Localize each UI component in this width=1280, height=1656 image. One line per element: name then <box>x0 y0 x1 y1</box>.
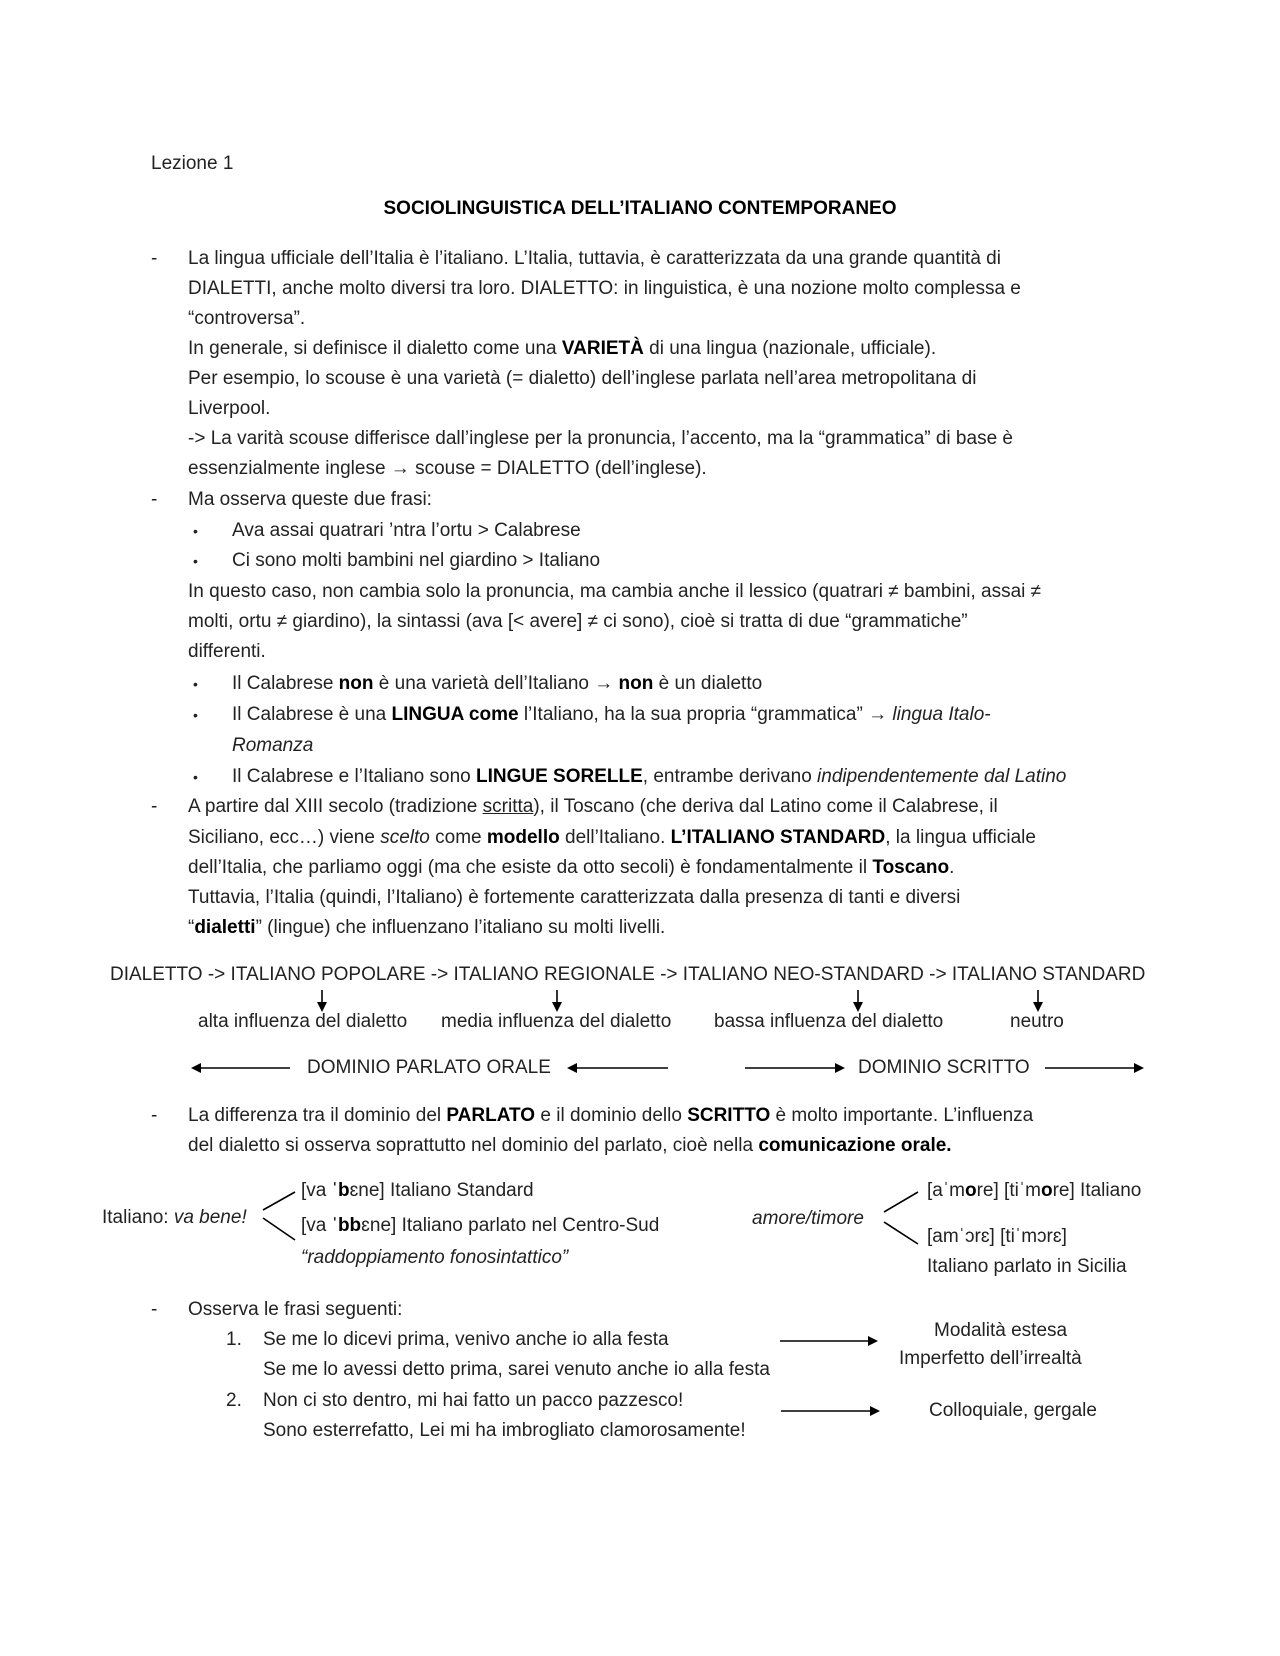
influence-label-medium: media influenza del dialetto <box>441 1011 672 1032</box>
list-dash: - <box>151 1105 158 1126</box>
paragraph-line: essenzialmente inglese → scouse = DIALETTO (dell’inglese). <box>188 458 707 479</box>
paragraph-line: “dialetti” (lingue) che influenzano l’italiano su molti livelli. <box>188 917 666 938</box>
influence-label-low: bassa influenza del dialetto <box>714 1011 944 1032</box>
bullet: • <box>193 553 198 569</box>
list-number: 1. <box>226 1329 242 1350</box>
phonetic-note: “raddoppiamento fonosintattico” <box>301 1247 569 1268</box>
paragraph-line: Liverpool. <box>188 398 271 419</box>
lesson-label: Lezione 1 <box>151 153 234 174</box>
page-title: SOCIOLINGUISTICA DELL’ITALIANO CONTEMPORANEO <box>383 198 897 219</box>
paragraph-line: -> La varità scouse differisce dall’inglese per la pronuncia, l’accento, ma la “grammatica” di base è <box>188 428 1013 449</box>
phonetic-sicilia: [amˈɔrɛ] [tiˈmɔrɛ] <box>927 1226 1067 1247</box>
list-dash: - <box>151 1299 158 1320</box>
paragraph-line: “controversa”. <box>188 308 306 329</box>
example-sentence: Ci sono molti bambini nel giardino > Italiano <box>232 550 601 571</box>
influence-label-high: alta influenza del dialetto <box>198 1011 408 1032</box>
sentence: Sono esterrefatto, Lei mi ha imbrogliato clamorosamente! <box>263 1420 746 1441</box>
register-label: Imperfetto dell’irrealtà <box>899 1348 1082 1369</box>
paragraph-line: DIALETTI, anche molto diversi tra loro. DIALETTO: in linguistica, è una nozione molto complessa e <box>188 278 1021 299</box>
phonetic-centro-sud: [va ˈbbɛne] Italiano parlato nel Centro-Sud <box>301 1215 660 1236</box>
phonetic-standard: [va ˈbɛne] Italiano Standard <box>301 1180 534 1201</box>
register-label: Modalità estesa <box>934 1320 1068 1341</box>
paragraph-line: Osserva le frasi seguenti: <box>188 1299 403 1320</box>
bullet: • <box>193 523 198 539</box>
bullet: • <box>193 769 198 785</box>
phonetic-sicilia-label: Italiano parlato in Sicilia <box>927 1256 1127 1277</box>
paragraph-line: dell’Italia, che parliamo oggi (ma che esiste da otto secoli) è fondamentalmente il Toscano. <box>188 857 955 878</box>
sentence: Se me lo avessi detto prima, sarei venuto anche io alla festa <box>263 1359 770 1380</box>
sentence: Non ci sto dentro, mi hai fatto un pacco pazzesco! <box>263 1390 684 1411</box>
branch-line-sicilia <box>884 1222 918 1244</box>
list-dash: - <box>151 796 158 817</box>
paragraph-line: del dialetto si osserva soprattutto nel dominio del parlato, cioè nella comunicazione orale. <box>188 1135 952 1156</box>
bullet-text: Romanza <box>232 735 314 756</box>
branch-line-standard <box>263 1192 295 1210</box>
register-label: Colloquiale, gergale <box>929 1400 1097 1421</box>
influence-label-neutral: neutro <box>1010 1011 1064 1032</box>
phonetic-label-left: Italiano: va bene! <box>102 1207 247 1228</box>
phonetic-italiano: [aˈmore] [tiˈmore] Italiano <box>927 1180 1142 1201</box>
bullet: • <box>193 707 198 723</box>
bullet-text: Il Calabrese non è una varietà dell’Italiano → non è un dialetto <box>232 673 763 694</box>
paragraph-line: Ma osserva queste due frasi: <box>188 489 432 510</box>
branch-line-centro-sud <box>263 1218 295 1240</box>
branch-line-italiano <box>884 1192 918 1212</box>
example-sentence: Ava assai quatrari ’ntra l’ortu > Calabrese <box>232 520 581 541</box>
bullet: • <box>193 676 198 692</box>
paragraph-line: Siciliano, ecc…) viene scelto come modello dell’Italiano. L’ITALIANO STANDARD, la lingua ufficiale <box>188 827 1036 848</box>
paragraph-line: differenti. <box>188 641 266 662</box>
paragraph-line: A partire dal XIII secolo (tradizione scritta), il Toscano (che deriva dal Latino come il Calabrese, il <box>188 796 998 817</box>
paragraph-line: La lingua ufficiale dell’Italia è l’italiano. L’Italia, tuttavia, è caratterizzata da una grande quantità di <box>188 248 1001 269</box>
paragraph-line: In questo caso, non cambia solo la pronuncia, ma cambia anche il lessico (quatrari ≠ bambini, assai ≠ <box>188 581 1042 602</box>
sentence: Se me lo dicevi prima, venivo anche io alla festa <box>263 1329 669 1350</box>
paragraph-line: Per esempio, lo scouse è una varietà (= dialetto) dell’inglese parlata nell’area metropolitana di <box>188 368 977 389</box>
paragraph-line: La differenza tra il dominio del PARLATO e il dominio dello SCRITTO è molto importante. L’influenza <box>188 1105 1034 1126</box>
domain-written-label: DOMINIO SCRITTO <box>858 1057 1030 1078</box>
phonetic-label-right: amore/timore <box>752 1208 864 1229</box>
keyword-varieta: VARIETÀ <box>561 338 644 359</box>
list-dash: - <box>151 489 158 510</box>
bullet-text: Il Calabrese è una LINGUA come l’Italiano, ha la sua propria “grammatica” → lingua Italo- <box>232 704 991 725</box>
continuum-line: DIALETTO -> ITALIANO POPOLARE -> ITALIANO REGIONALE -> ITALIANO NEO-STANDARD -> ITALIANO STANDARD <box>110 964 1146 985</box>
paragraph-line: molti, ortu ≠ giardino), la sintassi (ava [< avere] ≠ ci sono), cioè si tratta di due “grammatiche” <box>188 611 968 632</box>
domain-oral-label: DOMINIO PARLATO ORALE <box>307 1057 551 1078</box>
list-number: 2. <box>226 1390 242 1411</box>
list-dash: - <box>151 248 158 269</box>
bullet-text: Il Calabrese e l’Italiano sono LINGUE SORELLE, entrambe derivano indipendentemente dal Latino <box>232 766 1067 787</box>
paragraph-line: In generale, si definisce il dialetto come una VARIETÀ di una lingua (nazionale, ufficiale). <box>188 338 937 359</box>
paragraph-line: Tuttavia, l’Italia (quindi, l’Italiano) è fortemente caratterizzata dalla presenza di tanti e diversi <box>188 887 961 908</box>
